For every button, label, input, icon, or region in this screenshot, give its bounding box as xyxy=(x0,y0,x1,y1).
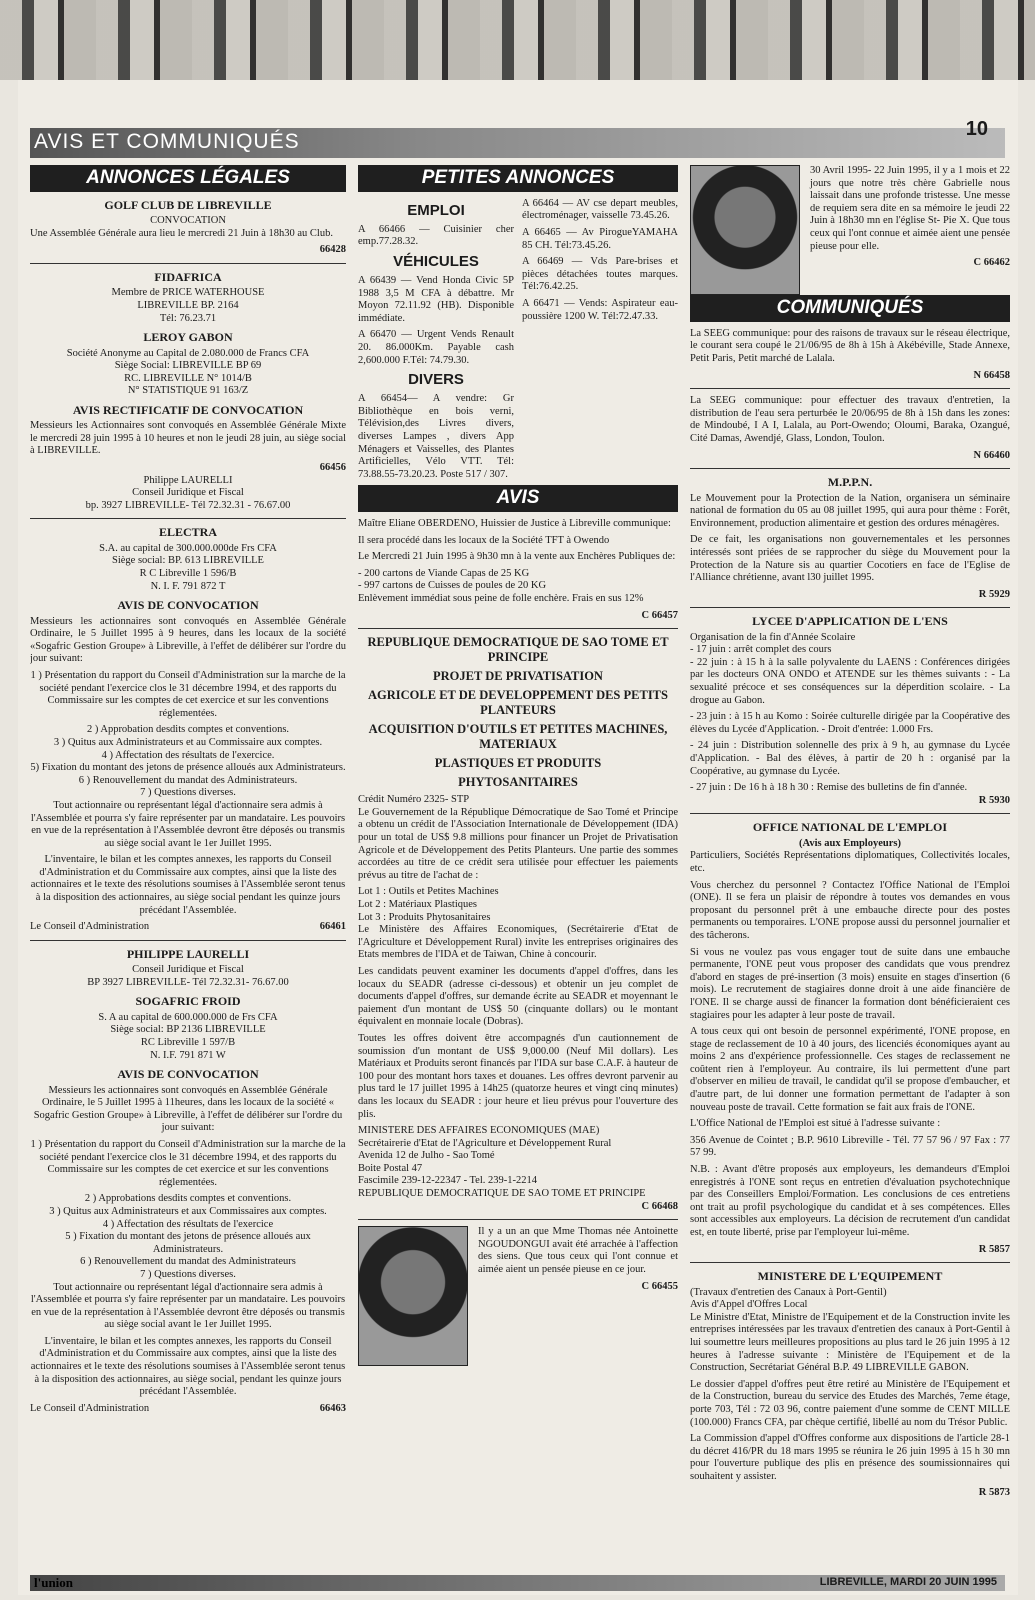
communique-text: La SEEG communique: pour des raisons de travaux sur le réseau électrique, le courant sera coupé le 21/06/95 de 8h à 15h à Akébéville, Stade Annexe, Petit Paris, Petit marché de Lalala. xyxy=(690,327,1010,364)
divider xyxy=(690,607,1010,608)
notice-signature: Le Conseil d'Administration xyxy=(30,1402,150,1414)
notice-line: Tél: 76.23.71 xyxy=(159,312,217,324)
agenda-item: 1 ) Présentation du rapport du Conseil d'Administration sur la marche de la société pendant l'exercice clos le 31 décembre 1994, et des rapports du Commissaire sur les comptes de cet exercice et sur les conventions réglementées. xyxy=(30,1138,346,1188)
notice-ref: 66428 xyxy=(319,244,346,256)
notice-text: Une Assemblée Générale aura lieu le mercredi 21 Juin à 18h30 au Club. xyxy=(30,227,333,239)
classified-grid xyxy=(358,198,678,486)
notice-ref: R 5930 xyxy=(978,794,1010,806)
agenda-item: 2 ) Approbation desdits comptes et conventions. xyxy=(86,724,290,736)
notice-title: OFFICE NATIONAL DE L'EMPLOI xyxy=(752,820,948,835)
agenda-item: 4 ) Affectation des résultats de l'exercice. xyxy=(101,749,275,761)
communique-text: 356 Avenue de Cointet ; B.P. 9610 Libreville - Tél. 77 57 96 / 97 Fax : 77 57 99. xyxy=(690,1134,1010,1159)
page-footer xyxy=(30,1575,1005,1591)
tender-address: Avenida 12 de Julho - Sao Tomé xyxy=(358,1150,495,1162)
communique-text: De ce fait, les organisations non gouvernementales et les personnes intéressés sont priées de se rapprocher du siège du Mouvement pour la Protection de la Nature sis au quartier Cocotiers en face de l'Eglise de l'Alliance chrétienne, avant l30 juillet 1995. xyxy=(690,534,1010,584)
agenda-item: 5 ) Fixation du montant des jetons de présence alloués aux Administrateurs. xyxy=(65,1231,311,1255)
schedule-item: - 23 juin : à 15 h au Komo : Soirée culturelle dirigée par la Coopérative des élèves du Lycée d'Application. - Droit d'entrée: 1.000 Frs. xyxy=(690,711,1010,735)
notice-subtitle: CONVOCATION xyxy=(150,215,226,227)
notice-text: Messieurs les Actionnaires sont convoqués en Assemblée Générale Mixte le mercredi 28 juin 1995 à 10 heures et non le jeudi 28 juin, au siège social à LIBREVILLE. xyxy=(30,420,346,457)
memorial-text: 30 Avril 1995- 22 Juin 1995, il y a 1 mois et 22 jours que notre très chère Gabrielle nous laissait dans une profonde tristesse. Une messe de requiem sera dite en sa mémoire le jeudi 22 Juin à 18h30 mn en l'église St- Pie X. Que tous ceux qui l'ont connue et aimée aient une pensée pieuse pour elle. xyxy=(810,165,1010,252)
notice-text: Messieurs les actionnaires sont convoqués en Assemblée Générale Ordinaire, le 5 Juillet 1995 à 11heures, dans les locaux de la société « Sogafric Gestion Groupe» à Libreville, à l'effet de délibérer sur l'ordre du jour suivant: xyxy=(33,1084,343,1134)
notice-title: SOGAFRIC FROID xyxy=(135,994,241,1009)
banner-annonces-legales: ANNONCES LÉGALES xyxy=(30,165,346,192)
schedule-item: - 27 juin : De 16 h à 18 h 30 : Remise des bulletins de fin d'année. xyxy=(690,782,968,794)
avis-item: - 997 cartons de Cuisses de poules de 20 KG xyxy=(358,580,547,592)
tender-address: MINISTERE DES AFFAIRES ECONOMIQUES (MAE) xyxy=(358,1125,600,1137)
agenda-item: 3 ) Quitus aux Administrateurs et au Commissaire aux comptes. xyxy=(53,736,323,748)
divider xyxy=(690,468,1010,469)
tender-title: AGRICOLE ET DE DEVELOPPEMENT DES PETITS PLANTEURS xyxy=(368,688,668,718)
notice-text: Tout actionnaire ou représentant légal d'actionnaire sera admis à l'Assemblée et pourra s'y faire représenter par un mandataire. Les pouvoirs en vue de la représentation à l'Assemblée devront être déposés ou transmis au siège social avant le 1er Juillet 1995. xyxy=(30,1281,346,1331)
divider xyxy=(30,263,346,264)
classified-ad: A 66454— A vendre: Gr Bibliothèque en bois verni, Télévision,des Livres divers, diverses Lampes , divers App Ménagers et Vaisselles, des Plantes Artificielles, Vélo VTT. Tél: 73.88.55-73.20.23. Poste 517 / 307. xyxy=(358,393,514,480)
communique-text: N.B. : Avant d'être proposés aux employeurs, les demandeurs d'Emploi enregistrés à l'ONE sont reçus en entretien d'évaluation psychotechnique par des Conseillers Emploi/Formation. Les conclusions de ces entretiens ont trait au profil psychologique du candidat et à ses compétences. Elles sont accessibles aux employeurs. La décision de recrutement d'un candidat est, en toute liberté, prise par l'employeur lui-même. xyxy=(690,1164,1010,1238)
notice-title: FIDAFRICA xyxy=(154,269,222,284)
schedule-item: - 22 juin : à 15 h à la salle polyvalente du LAENS : Conférences dirigées par les docteurs ONA ONDO et ATENDE sur les thèmes suivants : - La sexualité précoce et ses conséquences sur la déperdition scolaire. - La drogue au Gabon. xyxy=(690,656,1010,706)
memorial-text: Il y a un an que Mme Thomas née Antoinette NGOUDONGUI avait été arrachée à l'affection des siens. Que tous ceux qui l'ont connue et aimée aient un pensée pieuse en ce jour. xyxy=(478,1226,678,1276)
notice-title: PHILIPPE LAURELLI xyxy=(126,946,250,961)
tender-title: PHYTOSANITAIRES xyxy=(458,775,578,790)
notice-line: RC Libreville 1 597/B xyxy=(140,1037,236,1049)
schedule-item: - 24 juin : Distribution solennelle des prix à 9 h, au gymnase du Lycée d'Application. - Bal des élèves, à partir de 20 h : organisé par la Coopérative, au gymnase du Lycée. xyxy=(690,740,1010,777)
communique-text: Le dossier d'appel d'offres peut être retiré au Ministère de l'Equipement et de la Construction, bureau du service des Etudes des Marchés, 7eme étage, porte 703, Tél : 72 03 96, contre paiement d'une somme de CENT MILLE (100.000) Francs CFA, par chèque certifié, libellé au nom du Trésor Public. xyxy=(690,1378,1010,1428)
tender-lot: Lot 2 : Matériaux Plastiques xyxy=(358,899,477,910)
classified-ad: A 66464 — AV cse depart meubles, électroménager, vaisselle 73.45.26. xyxy=(522,197,678,222)
notice-title: ELECTRA xyxy=(158,525,217,540)
column-communiques xyxy=(690,165,1010,1510)
notice-text: L'inventaire, le bilan et les comptes annexes, les rapports du Conseil d'Administration et du Commissaire aux comptes, ainsi que la liste des actionnaires et le texte des résolutions soumises à l'Assemblée seront tenus à la disposition des actionnaires, au siège social pendant les quinze jours précédant l'Assemblée. xyxy=(30,854,346,916)
notice-line: N. I.F. 791 871 W xyxy=(150,1049,226,1061)
communique-text: A tous ceux qui ont besoin de personnel expérimenté, l'ONE propose, en stage de reclassement de 10 à 40 jours, des licenciés économiques ayant au moins 2 ans d'expérience professionnelle. Ces stages de reclassement ne coûtent rien à l'employeur. Au contraire, ils lui permettent d'une part d'observer en milieu de travail, le candidat qu'il se propose d'embaucher, et d'autre part, de lui donner une formation permettant de l'adapter à son nouveau poste de travail. Cette formation se fait aux frais de l'ONE. xyxy=(690,1026,1010,1113)
notice-heading: AVIS DE CONVOCATION xyxy=(117,598,259,613)
divider xyxy=(690,813,1010,814)
classified-ad: A 66471 — Vends: Aspirateur eau- poussière 1200 W. Tél:72.47.33. xyxy=(522,297,678,322)
notice-title: LYCEE D'APPLICATION DE L'ENS xyxy=(752,614,948,629)
notice-line: Siège social: BP 2136 LIBREVILLE xyxy=(110,1024,266,1036)
banner-avis: AVIS xyxy=(358,485,678,512)
tender-address: Secrétairerie d'Etat de l'Agriculture et Développement Rural xyxy=(358,1137,612,1149)
notice-line: BP 3927 LIBREVILLE- Tél 72.32.31- 76.67.00 xyxy=(87,976,289,988)
agenda-item: 5) Fixation du montant des jetons de présence alloués aux Administrateurs. xyxy=(30,762,346,774)
tender-address: Fascimile 239-12-22347 - Tel. 239-1-2214 xyxy=(358,1175,538,1187)
communique-text: (Travaux d'entretien des Canaux à Port-Gentil) xyxy=(690,1286,887,1298)
banner-petites-annonces: PETITES ANNONCES xyxy=(358,165,678,192)
communique-text: Avis d'Appel d'Offres Local xyxy=(690,1299,808,1311)
agenda-item: 3 ) Quitus aux Administrateurs et aux Commissaires aux comptes. xyxy=(49,1205,327,1217)
avis-text: Le Mercredi 21 Juin 1995 à 9h30 mn à la vente aux Enchères Publiques de: xyxy=(358,551,676,563)
notice-ref: C 66468 xyxy=(641,1200,678,1212)
notice-ref: N 66458 xyxy=(973,369,1010,381)
communique-text: Si vous ne voulez pas vous engager tout de suite dans une embauche permanente, l'ONE peut vous proposer des candidats que vous prendrez d'abord en stages de pré-insertion (3 mois) ensuite en stages d'insertion (6 mois). Le recrutement de stagiaires donne droit à une aide financière de l'ONE. Il se charge aussi de financer la formation dont bénéficieraient ces stagiaires pour les adapter à leur poste de travail. xyxy=(690,946,1010,1021)
notice-title: M.P.P.N. xyxy=(827,475,873,490)
notice-signature: Le Conseil d'Administration xyxy=(30,921,150,933)
avis-text: Il sera procédé dans les locaux de la Société TFT à Owendo xyxy=(358,534,610,546)
schedule-item: - 17 juin : arrêt complet des cours xyxy=(690,644,832,656)
classified-ad: A 66469 — Vds Pare-brises et pièces détachées toutes marques. Tél:76.42.25. xyxy=(522,256,678,293)
tender-lot: Lot 3 : Produits Phytosanitaires xyxy=(358,911,491,923)
tender-lot: Lot 1 : Outils et Petites Machines xyxy=(358,886,499,898)
agenda-item: 7 ) Questions diverses. xyxy=(140,1268,236,1280)
notice-ref: 66456 xyxy=(319,462,346,474)
communique-text: Le Mouvement pour la Protection de la Nation, organisera un séminaire national de formation du 05 au 08 juillet 1995, qui aura pour thème : Forêt, Environnement, production alimentaire et gestion des ordures ménagères. xyxy=(690,492,1010,529)
notice-title: MINISTERE DE L'EQUIPEMENT xyxy=(757,1269,943,1284)
tender-text: Toutes les offres doivent être accompagnés d'un cautionnement de soumission d'un montant de US$ 9,000.00 (Neuf Mil dollars). Les Matériaux et Produits seront financés par l'IDA sur base C.A.F. à hauteur de 100 pour des montant hors taxes et douanes. Les offres devront parvenir au plus tard le 17 juillet 1995 à 14h25 (quatorze heures et vingt cinq minutes) dans les locaux du SEADR : jour heure et lieu prévus pour l'ouverture des plis. xyxy=(358,1032,678,1120)
category-vehicules: VÉHICULES xyxy=(393,252,479,270)
tender-title: PROJET DE PRIVATISATION xyxy=(433,669,603,684)
memorial-photo xyxy=(690,165,800,295)
category-divers: DIVERS xyxy=(408,371,464,389)
classified-ad: A 66439 — Vend Honda Civic 5P 1988 3,5 M CFA à débattre. Mr Moyon 72.11.92 (HB). Disponible immédiate. xyxy=(358,274,514,324)
agenda-item: 7 ) Questions diverses. xyxy=(140,787,236,799)
scan-border xyxy=(0,0,1035,80)
notice-line: Siège social: BP. 613 LIBREVILLE xyxy=(112,555,264,567)
notice-line: RC. LIBREVILLE N° 1014/B xyxy=(124,372,252,384)
notice-title: LEROY GABON xyxy=(143,330,233,345)
classified-ad: A 66470 — Urgent Vends Renault 20. 86.000Km. Payable cash 2,600.000 F.Tél: 74.79.30. xyxy=(358,329,514,366)
tender-address: REPUBLIQUE DEMOCRATIQUE DE SAO TOME ET PRINCIPE xyxy=(358,1188,646,1200)
notice-heading: AVIS DE CONVOCATION xyxy=(117,1067,259,1082)
banner-communiques: COMMUNIQUÉS xyxy=(690,295,1010,322)
communique-text: La Commission d'appel d'Offres conforme aux dispositions de l'article 28-1 du décret 416/PR du 18 mars 1995 se réunira le 26 juin 1995 à 15 h 30 mn pour l'ouverture publique des plis en présence des soumissionnaires qui souhaitent y assister. xyxy=(690,1433,1010,1482)
communique-text: Organisation de la fin d'Année Scolaire xyxy=(690,631,856,643)
tender-text: Les candidats peuvent examiner les documents d'appel d'offres, dans les locaux du SEADR (adresse ci-dessous) et obtenir un jeu complet de documents d'appel d'offres, sur demande écrite au SEADR et moyennant le paiement d'un montant de US$ 50 (cinquante dollars) ou le montant équivalent en monnaie locale (Dobras). xyxy=(358,965,678,1028)
notice-ref: N 66460 xyxy=(973,449,1010,461)
notice-line: S. A au capital de 600.000.000 de Frs CFA xyxy=(98,1011,278,1023)
section-title: AVIS ET COMMUNIQUÉS xyxy=(34,130,300,153)
communique-text: L'Office National de l'Emploi est situé à l'adresse suivante : xyxy=(690,1118,941,1130)
category-emploi: EMPLOI xyxy=(407,201,465,219)
agenda-item: 6 ) Renouvellement du mandat des Administrateurs. xyxy=(78,774,298,786)
newspaper-brand: l'union xyxy=(34,1575,74,1590)
notice-text: L'inventaire, le bilan et les comptes annexes, les rapports du Conseil d'Administration et du Commissaire aux comptes, ainsi que la liste des actionnaires et le texte des résolutions soumises à l'Assemblée seront tenus à la disposition des actionnaires, au siège social, pendant les quinze jours précédant l'Assemblée. xyxy=(30,1335,346,1398)
divider xyxy=(690,1262,1010,1263)
notice-text: Tout actionnaire ou représentant légal d'actionnaire sera admis à l'Assemblée et pourra s'y faire représenter par un mandataire. Les pouvoirs en vue de la représentation à l'Assemblée devront être déposés ou transmis au siège social avant le 1er Juillet 1995. xyxy=(30,799,346,849)
communique-text: Le Ministre d'Etat, Ministre de l'Equipement et de la Construction invite les entreprises intéressées par les travaux d'entretien des canaux à Port-Gentil à lui soumettre leurs meilleures propositions au plus tard le 26 juin 1995 à 12 heures à l'adresse suivante : Ministère de l'Equipement et de la Construction, Secrétariat Général B.P. 49 LIBREVILLE GABON. xyxy=(690,1311,1010,1374)
signature-line: Philippe LAURELLI xyxy=(143,474,233,486)
tender-title: ACQUISITION D'OUTILS ET PETITES MACHINES, MATERIAUX xyxy=(368,722,668,752)
notice-line: Siège Social: LIBREVILLE BP 69 xyxy=(114,360,262,372)
notice-ref: R 5929 xyxy=(978,588,1010,600)
notice-ref: R 5873 xyxy=(978,1487,1010,1499)
notice-ref: C 66457 xyxy=(641,609,678,621)
notice-subtitle: (Avis aux Employeurs) xyxy=(799,837,901,849)
tender-credit: Crédit Numéro 2325- STP xyxy=(358,794,470,806)
notice-ref: R 5857 xyxy=(978,1243,1010,1255)
notice-title: GOLF CLUB DE LIBREVILLE xyxy=(104,197,272,212)
avis-item: - 200 cartons de Viande Capas de 25 KG xyxy=(358,567,530,579)
agenda-item: 1 ) Présentation du rapport du Conseil d'Administration sur la marche de la société pendant l'exercice clos le 31 décembre 1994, et des rapports du Commissaire sur les comptes de cet exercice et sur les conventions réglementées. xyxy=(30,669,346,719)
notice-line: Membre de PRICE WATERHOUSE xyxy=(111,287,265,299)
notice-heading: AVIS RECTIFICATIF DE CONVOCATION xyxy=(72,402,304,417)
tender-text: Le Ministère des Affaires Economiques, (Secrétairerie d'Etat de l'Agriculture et Développement Rural) invite les entreprises originaires des Etats membres de l'IDA et de Taiwan, Chine à concourir. xyxy=(358,924,678,961)
tender-address: Boite Postal 47 xyxy=(358,1162,423,1174)
communique-text: Vous cherchez du personnel ? Contactez l'Office National de l'Emploi (ONE). Il se fera un plaisir de répondre à toutes vos demandes en vous proposant du personnel prêt à une embauche directe pour des postes permanents ou temporaires. L'ONE propose aussi du personnel journalier et des tâcherons. xyxy=(690,879,1010,941)
tender-text: Le Gouvernement de la République Démocratique de Sao Tomé et Principe a obtenu un crédit de l'Association Internationale de Développement (IDA) pour un total de US$ 9.8 millions pour financer un Projet de Privatisation Agricole et de Développement des Petits Planteurs. Une partie des sommes accordées au titre de ce crédit sera utilisée pour effectuer les paiements prévus au titre de l'achat de : xyxy=(358,806,678,881)
avis-text: Maître Eliane OBERDENO, Huissier de Justice à Libreville communique: xyxy=(358,518,671,530)
signature-line: bp. 3927 LIBREVILLE- Tél 72.32.31 - 76.67.00 xyxy=(85,499,291,511)
notice-line: Conseil Juridique et Fiscal xyxy=(132,964,244,976)
memorial-photo xyxy=(358,1226,468,1366)
tender-title: PLASTIQUES ET PRODUITS xyxy=(434,756,602,771)
column-annonces-legales xyxy=(30,165,346,1510)
notice-ref: C 66462 xyxy=(973,257,1010,269)
newspaper-page xyxy=(18,80,1018,1595)
notice-ref: 66463 xyxy=(319,1402,346,1414)
notice-text: Messieurs les actionnaires sont convoqués en Assemblée Générale Ordinaire, le 5 Juillet 1995 à 9 heures, dans les locaux de la société «Sogafric Gestion Groupe» à Libreville, à l'effet de délibérer sur l'ordre du jour suivant: xyxy=(30,615,346,665)
tender-title: REPUBLIQUE DEMOCRATIQUE DE SAO TOME ET PRINCIPE xyxy=(367,635,669,665)
avis-text: Enlèvement immédiat sous peine de folle enchère. Frais en sus 12% xyxy=(358,593,644,605)
divider xyxy=(358,1219,678,1220)
notice-ref: 66461 xyxy=(319,921,346,933)
notice-line: N° STATISTIQUE 91 163/Z xyxy=(127,385,249,397)
divider xyxy=(30,940,346,941)
notice-line: S.A. au capital de 300.000.000de Frs CFA xyxy=(99,542,277,554)
divider xyxy=(30,518,346,519)
column-petites-annonces xyxy=(358,165,678,1510)
notice-line: Société Anonyme au Capital de 2.080.000 de Francs CFA xyxy=(66,347,310,359)
agenda-item: 4 ) Affectation des résultats de l'exercice xyxy=(102,1218,274,1230)
divider xyxy=(358,628,678,629)
agenda-item: 2 ) Approbations desdits comptes et conventions. xyxy=(84,1193,292,1205)
notice-line: N. I. F. 791 872 T xyxy=(150,580,226,592)
notice-ref: C 66455 xyxy=(641,1280,678,1292)
notice-line: R C Libreville 1 596/B xyxy=(139,568,237,580)
classified-ad: A 66466 — Cuisinier cher emp.77.28.32. xyxy=(358,223,514,248)
communique-text: Particuliers, Sociétés Représentations diplomatiques, Collectivités locales, etc. xyxy=(690,850,1010,874)
agenda-item: 6 ) Renouvellement du mandat des Administrateurs xyxy=(80,1256,296,1268)
notice-line: LIBREVILLE BP. 2164 xyxy=(137,299,239,311)
signature-line: Conseil Juridique et Fiscal xyxy=(132,487,244,499)
issue-date: LIBREVILLE, MARDI 20 JUIN 1995 xyxy=(819,1576,997,1588)
divider xyxy=(690,388,1010,389)
communique-text: La SEEG communique: pour effectuer des travaux d'entretien, la distribution de l'eau sera perturbée le 20/06/95 de 8h à 15h dans les zones: de Mindoubé, I A I, Lalala, au Port-Owendo; Oloumi, Baraka, Ozangué, Cité Damas, Awendjé, Glass, London, Toulon. xyxy=(690,395,1010,444)
classified-ad: A 66465 — Av PirogueYAMAHA 85 CH. Tél:73.45.26. xyxy=(522,226,678,251)
page-number: 10 xyxy=(965,118,988,140)
